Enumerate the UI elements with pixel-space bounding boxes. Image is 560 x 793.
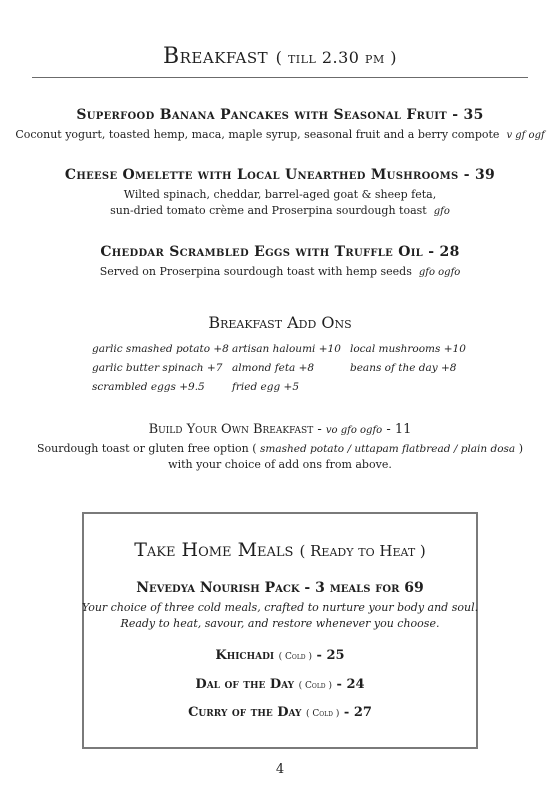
- addon-item: garlic smashed potato +8: [92, 343, 229, 355]
- dietary-tags: gfo ogfo: [418, 267, 461, 278]
- addon-item: almond feta +8: [232, 362, 315, 374]
- price-separator: -: [304, 580, 311, 596]
- take-home-title: [0, 539, 560, 561]
- meal-price: 25: [326, 648, 345, 663]
- menu-item-name: Superfood Banana Pancakes with Seasonal Fruit: [76, 107, 448, 123]
- dietary-tags: v gf ogf: [506, 130, 545, 141]
- addon-item: artisan haloumi +10: [232, 343, 341, 355]
- dietary-tags: vo gfo ogfo: [325, 425, 383, 436]
- price-separator: -: [317, 422, 322, 437]
- page-number: 4: [275, 762, 285, 777]
- pack-name: Nevedya Nourish Pack: [136, 580, 300, 596]
- addon-item: fried egg +5: [232, 381, 300, 393]
- meal-price: 24: [346, 677, 365, 692]
- addons-title: Breakfast Add Ons: [208, 313, 352, 332]
- meal-item: [0, 677, 560, 692]
- addon-item: garlic butter spinach +7: [92, 362, 223, 374]
- page-title: [0, 44, 560, 69]
- price-separator: -: [386, 422, 391, 437]
- pack-title: [0, 580, 560, 596]
- price-separator: -: [463, 167, 470, 183]
- take-home-subtitle: ( Ready to Heat ): [299, 542, 426, 560]
- addon-item: scrambled eggs +9.5: [92, 381, 205, 393]
- description-line: Coconut yogurt, toasted hemp, maca, maple syrup, seasonal fruit and a berry compote: [15, 128, 500, 141]
- menu-item-title: [0, 107, 560, 123]
- pack-description: [0, 600, 560, 632]
- price-separator: -: [316, 648, 322, 663]
- price-separator: -: [428, 244, 435, 260]
- page-subtitle: ( till 2.30 pm ): [275, 48, 398, 67]
- price-separator: -: [336, 677, 342, 692]
- meal-note: ( Cold ): [298, 681, 332, 691]
- build-your-own-price: 11: [394, 422, 412, 437]
- menu-item-description: [0, 187, 560, 220]
- menu-item-description: [0, 264, 560, 281]
- description-line: [0, 441, 560, 457]
- description-line: Served on Proserpina sourdough toast with hemp seeds: [99, 265, 412, 278]
- description-text: sun-dried tomato crème and Proserpina sourdough toast: [110, 204, 427, 217]
- menu-item-price: 35: [463, 107, 484, 123]
- dietary-tags: gfo: [433, 206, 450, 217]
- options-text: smashed potato / uttapam flatbread / plain dosa: [260, 443, 516, 455]
- description-line: [0, 203, 560, 220]
- meal-item: [0, 705, 560, 720]
- price-separator: -: [343, 705, 350, 720]
- build-your-own-description: [0, 441, 560, 473]
- description-text: Sourdough toast or gluten free option (: [37, 442, 257, 455]
- menu-item-name: Cheddar Scrambled Eggs with Truffle Oil: [100, 244, 424, 260]
- menu-item-title: [0, 167, 560, 183]
- meal-name: Dal of the Day: [195, 677, 295, 692]
- header-divider: [32, 77, 528, 78]
- build-your-own-name: Build Your Own Breakfast: [148, 422, 314, 437]
- menu-item-description: [0, 127, 560, 144]
- meal-note: ( Cold ): [306, 709, 340, 719]
- build-your-own-title: [0, 422, 560, 437]
- pack-price: 3 meals for 69: [315, 580, 424, 596]
- addon-item: beans of the day +8: [350, 362, 457, 374]
- page-title-text: Breakfast: [162, 44, 269, 69]
- description-text: ): [518, 442, 523, 455]
- meal-name: Khichadi: [215, 648, 275, 663]
- meal-note: ( Cold ): [278, 652, 312, 662]
- description-line: Wilted spinach, cheddar, barrel-aged goat & sheep feta,: [123, 188, 437, 201]
- take-home-title-text: Take Home Meals: [134, 539, 294, 561]
- menu-item-name: Cheese Omelette with Local Unearthed Mushrooms: [64, 167, 459, 183]
- description-line: with your choice of add ons from above.: [168, 458, 392, 471]
- description-line: Ready to heat, savour, and restore whenever you choose.: [120, 617, 440, 630]
- menu-item-title: [0, 244, 560, 260]
- meal-price: 27: [353, 705, 372, 720]
- addon-item: local mushrooms +10: [350, 343, 466, 355]
- menu-item-price: 39: [475, 167, 496, 183]
- description-line: Your choice of three cold meals, crafted to nurture your body and soul.: [81, 601, 479, 614]
- menu-item-price: 28: [439, 244, 460, 260]
- meal-name: Curry of the Day: [188, 705, 302, 720]
- price-separator: -: [452, 107, 459, 123]
- meal-item: [0, 648, 560, 663]
